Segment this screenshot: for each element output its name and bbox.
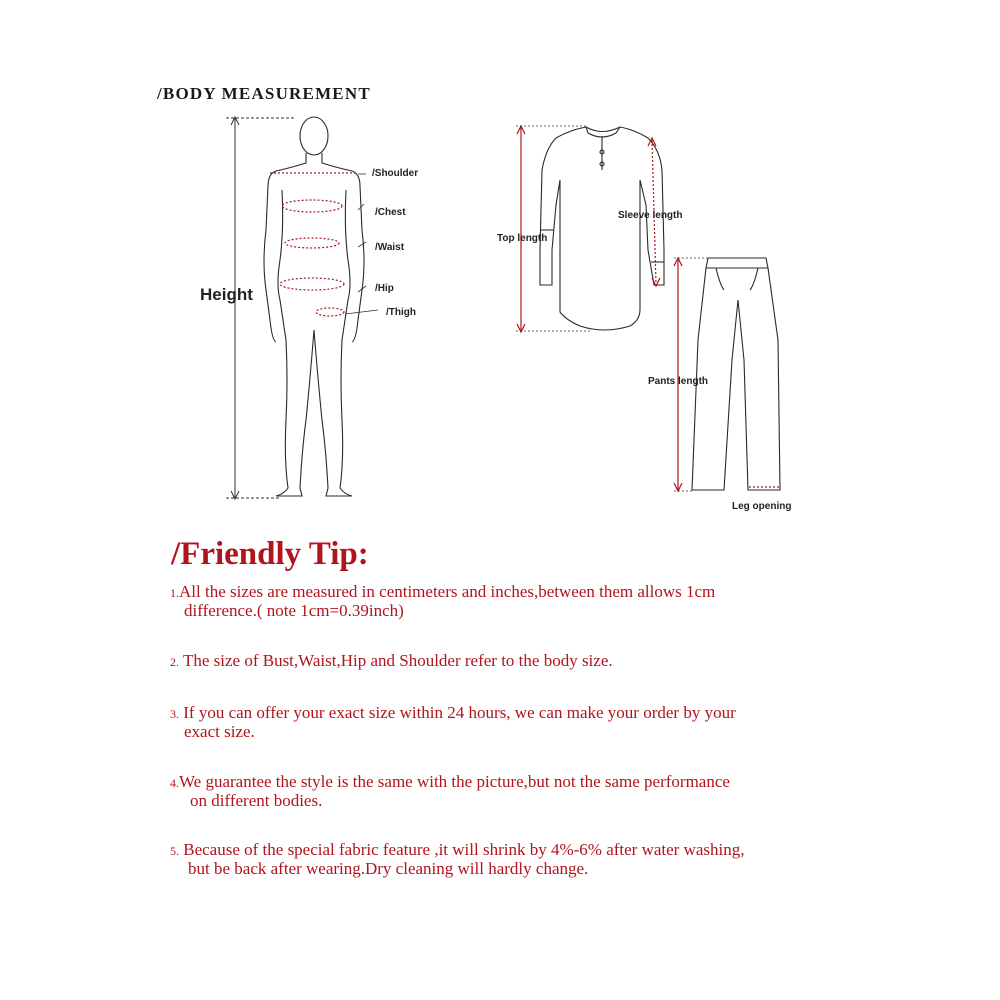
tip-text: If you can offer your exact size within 24 hours, we can make your order by your	[183, 703, 736, 722]
thigh-label: /Thigh	[386, 307, 416, 318]
tip-number: 5.	[170, 844, 179, 858]
tip-item-5	[170, 841, 870, 878]
tip-number: 1.	[170, 586, 179, 600]
tip-text: All the sizes are measured in centimeters and inches,between them allows 1cm	[179, 582, 716, 601]
shoulder-label: /Shoulder	[372, 168, 419, 179]
tip-text-continued: difference.( note 1cm=0.39inch)	[184, 601, 404, 620]
pants-length-arrow	[674, 258, 682, 491]
shirt-outline	[540, 127, 664, 330]
tip-text-continued: but be back after wearing.Dry cleaning will hardly change.	[188, 859, 589, 878]
tip-item-1	[170, 583, 870, 620]
tip-text-continued: on different bodies.	[190, 791, 323, 810]
top-length-arrow	[517, 126, 525, 332]
hip-label: /Hip	[375, 283, 394, 294]
tip-number: 2.	[170, 655, 179, 669]
tip-item-2	[170, 652, 870, 671]
tip-text: We guarantee the style is the same with the picture,but not the same performance	[179, 772, 730, 791]
top-guide-lines	[516, 126, 590, 331]
sleeve-length-label: Sleeve length	[618, 210, 683, 221]
tip-text: Because of the special fabric feature ,it will shrink by 4%-6% after water washing,	[183, 840, 745, 859]
tip-number: 3.	[170, 707, 179, 721]
pants-length-label: Pants length	[648, 376, 709, 387]
tip-number: 4.	[170, 776, 179, 790]
section-heading: /BODY MEASUREMENT	[157, 84, 371, 103]
tip-text: The size of Bust,Waist,Hip and Shoulder refer to the body size.	[182, 651, 613, 670]
top-length-label: Top length	[497, 233, 548, 244]
height-label: Height	[200, 285, 253, 304]
leg-opening-label: Leg opening	[732, 501, 792, 512]
tip-title: /Friendly Tip:	[171, 536, 369, 572]
tip-item-4	[170, 773, 870, 810]
tip-text-continued: exact size.	[184, 722, 255, 741]
pants-outline	[692, 258, 780, 490]
tip-item-3	[170, 704, 870, 741]
chest-label: /Chest	[375, 207, 406, 218]
waist-label: /Waist	[375, 242, 405, 253]
